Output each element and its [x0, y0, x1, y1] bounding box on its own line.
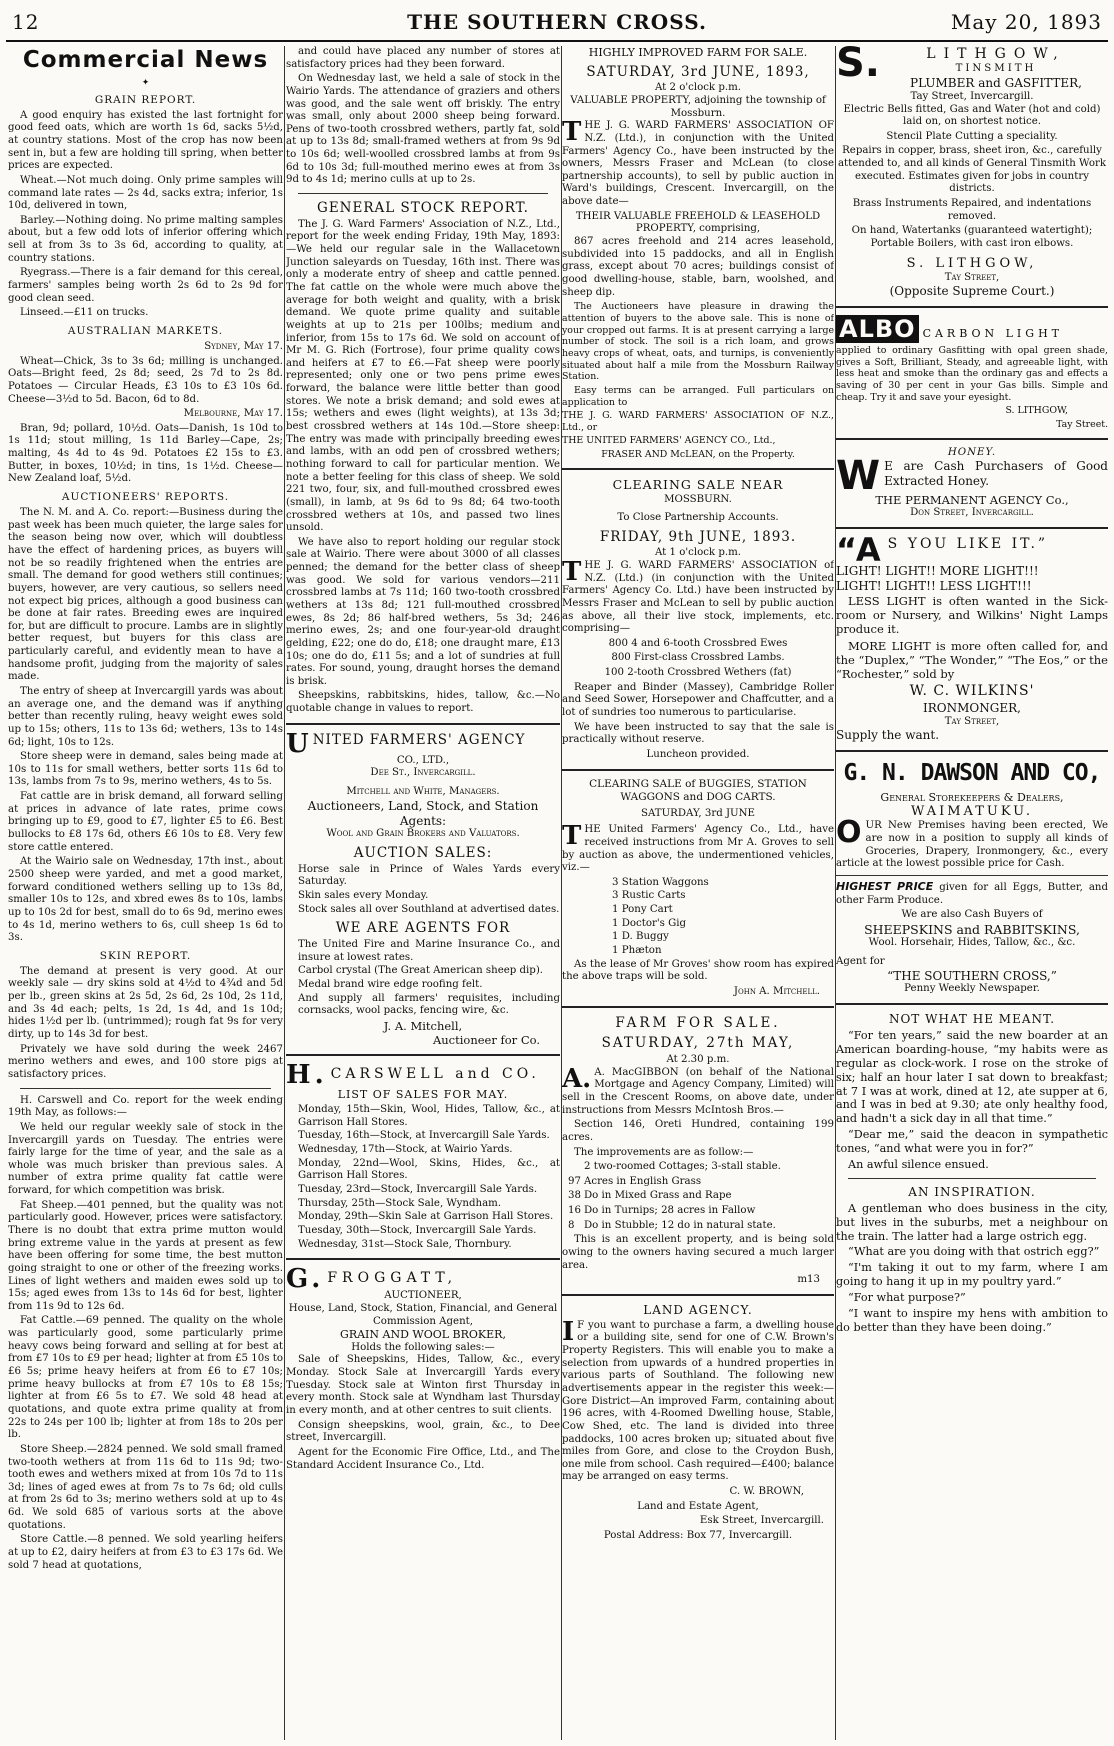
paragraph: Sale of Sheepskins, Hides, Tallow, &c., every Monday. Stock Sale at Invercargill Yards every Tuesday. Stock sale at Winton first Thursday in every month. Stock sale at Wyndham last Thursday in every month, and at other centres to suit clients.	[286, 1354, 560, 1417]
drop-cap: S.	[836, 46, 881, 86]
advert-albo-carbon-light	[836, 315, 1108, 430]
paragraph: Ryegrass.—There is a fair demand for this cereal, farmers' samples being worth 2s 6d to 2s 9d for good clean seed.	[8, 267, 283, 304]
list-item	[568, 1220, 834, 1233]
paragraph: “I want to inspire my hens with ambition to do better than they have been doing.”	[836, 1306, 1108, 1334]
list-item: 3 Station Waggons	[612, 876, 709, 888]
divider	[20, 1088, 271, 1089]
paragraph: HE J. G. WARD FARMERS' ASSOCIATION OF N.Z. (Ltd.), in conjunction with the United Farmers' Agency Co., have been instructed by the owners, Messrs Fraser and McLean (to close partnership accounts), to sell by public auction in Ward's buildings, Crescent. Invercargill, on the above date—	[562, 120, 834, 208]
signature: S. LITHGOW,	[906, 255, 1038, 271]
list-item	[568, 1176, 834, 1189]
list-item: Monday, 22nd—Wool, Skins, Hides, &c., at Garrison Hall Stores.	[298, 1157, 560, 1182]
paragraph: Sheepskins, rabbitskins, hides, tallow, &c.—No quotable change in values to report.	[286, 690, 560, 715]
paragraph: We held our regular weekly sale of stock in the Invercargill yards on Tuesday. The entries were fairly large for the time of year, and the sale as a whole was much brisker than previous sales. A number of extra prime quality fat cattle were forward, for which competition was brisk.	[8, 1121, 283, 1197]
paragraph: given for all Eggs, Butter, and other Farm Produce.	[836, 881, 1108, 906]
advert-subtitle: CO., LTD.,	[396, 754, 450, 766]
divider	[836, 750, 1108, 752]
skins-line: SHEEPSKINS and RABBITSKINS,	[864, 921, 1080, 937]
paragraph: Consign sheepskins, wool, grain, &c., to Dee street, Invercargill.	[286, 1419, 560, 1444]
drop-cap: H.	[286, 1060, 328, 1091]
column-sales-adverts	[562, 46, 834, 1740]
story-not-what-he-meant	[836, 1012, 1108, 1172]
list-item: Wednesday, 31st—Stock Sale, Thornbury.	[298, 1238, 512, 1250]
service-line: Repairs in copper, brass, sheet iron, &c., carefully attended to, and all kinds of General Tinsmith Work executed. Estimates given for jobs in country districts.	[837, 145, 1107, 195]
paragraph: Linseed.—£11 on trucks.	[20, 307, 149, 319]
list-item: And supply all farmers' requisites, including cornsacks, wool packs, fencing wire, &c.	[298, 992, 560, 1017]
list-item: 1 Phæton	[612, 944, 662, 956]
drop-cap: W	[836, 453, 881, 500]
buyers-line: We are also Cash Buyers of	[901, 909, 1043, 921]
merchant-name: W. C. WILKINS'	[909, 683, 1035, 700]
paragraph: Reaper and Binder (Massey), Cambridge Roller and Seed Sower, Horsepower and Chaffcutter, and a lot of sundries too numerous to particularise.	[562, 681, 834, 718]
advert-carswell	[286, 1060, 560, 1251]
drop-cap: A.	[562, 1063, 592, 1094]
list-item	[568, 1205, 834, 1218]
paragraph: The J. G. Ward Farmers' Association of N.Z., Ltd., report for the week ending Friday, 19th May, 1893:—We held our regular sale in the Wallacetown Junction saleyards on Tuesday, 16th inst. There was only a moderate entry of sheep and cattle penned. The fat cattle on the whole were much above the average for both weight and quality, with a brisk demand. We quote prime quality and suitable weights at up to 21s per 100lbs; medium and inferior, from 15s to 17s 6d. We sold on account of Mr M. G. Rich (Fortrose), four prime quality cows and heifers at £7 to £6.—Fat sheep were poorly represented; only one or two pens prime ewes forward, the balance were little better than good stores. We note a brisk demand; and sold ewes at 15s; wethers and ewes (light weights), at 13s 3d; best crossbred wethers at 14s 10d.—Store sheep: The entry was made with principally breeding ewes and lambs, with an odd pen of crossbred wethers; nothing forward to call for particular mention. We note a better feeling for this class of sheep. We sold 221 two, four, six, and full-mouthed crossbred ewes (small), in lamb, at 9s 6d to 9s 8d; 64 two-tooth crossbred wethers at 10s, and passed two lines unsold.	[286, 218, 560, 534]
paragraph: The entry of sheep at Invercargill yards was about an average one, and the demand was if anything better than recently ruling, heavy weight ewes sold up to 15s; others, 11s to 13s 6d; wethers, 13s to 14s 6d; light, 10s to 12s.	[8, 685, 283, 748]
newspaper-title: THE SOUTHERN CROSS.	[407, 10, 707, 34]
list-item: The United Fire and Marine Insurance Co., and insure at lowest rates.	[298, 939, 560, 963]
signature-title: Tay Street.	[1056, 418, 1108, 430]
trade: PLUMBER and GASFITTER,	[910, 76, 1082, 90]
albo-logo: ALBO	[836, 315, 919, 343]
list-item: Wednesday, 17th—Stock, at Wairio Yards.	[298, 1144, 513, 1156]
paragraph: applied to ordinary Gasfitting with opal green shade, gives a Soft, Brilliant, Steady, and agreeable light, with less heat and smoke than the ordinary gas and effects a saving of 30 per cent in your Gas bills. Simple and cheap. Try it and save your eyesight.	[836, 344, 1108, 403]
service-line: On hand, Watertanks (guaranteed watertight); Portable Boilers, with cast iron elbows.	[851, 225, 1093, 249]
paragraph: HE J. G. WARD FARMERS' ASSOCIATION of N.Z. (Ltd.) (in conjunction with the United Farmers' Agency Co. Ltd.) have been instructed by Messrs Fraser and McLean to sell by public auction as above, all their live stock, implements, etc. comprising—	[562, 559, 834, 635]
agents-title: WE ARE AGENTS FOR	[335, 920, 511, 937]
sale-time: At 1 o'clock p.m.	[654, 547, 742, 559]
advert-improved-farm	[562, 46, 834, 461]
skin-report-title: SKIN REPORT.	[99, 949, 192, 962]
list-item: 1 D. Buggy	[612, 931, 669, 943]
list-item: Tuesday, 16th—Stock, at Invercargill Sale Yards.	[298, 1130, 550, 1142]
list-item: Stock sales all over Southland at advertised dates.	[298, 903, 560, 915]
address: Don Street, Invercargill.	[910, 507, 1034, 519]
advert-subtitle: LIST OF SALES FOR MAY.	[337, 1087, 509, 1101]
grain-report-title: GRAIN REPORT.	[94, 93, 197, 106]
divider	[836, 1003, 1108, 1005]
paragraph: E are Cash Purchasers of Good Extracted Honey.	[884, 459, 1108, 489]
paragraph: On Wednesday last, we held a sale of stock in the Wairio Yards. The attendance of graziers and others was good, and the sale went off briskly. The entry was small, only about 2000 sheep being forward. Pens of two-tooth crossbred wethers, partly fat, sold at up to 13s 8d; small-framed wethers at from 9s 9d to 10s 6d; well-woolled crossbred lambs at from 9s 6d to 10s 3d; full-mouthed merino ewes at from 3s 9d to 4s 1d; merino culls at up to 2s.	[286, 73, 560, 186]
paragraph: As the lease of Mr Groves' show room has expired the above traps will be sold.	[562, 958, 834, 983]
australian-markets-title: AUSTRALIAN MARKETS.	[67, 324, 224, 337]
paragraph: F you want to purchase a farm, a dwelling house or a building site, send for one of C.W. Brown's Property Registers. This will enable you to make a selection from upwards of a hundred properties in various parts of Southland. The following new advertisements appear in the register this week:—Gore District—An improved Farm, containing about 196 acres, with 4-Roomed Dwelling house, Stable, Cow Shed, etc. The land is divided into three paddocks, 100 acres broken up; situated about five miles from Gore, and close to the Croydon Bush, one mile from school. Cash required—£400; balance may be arranged on easy terms.	[562, 1319, 834, 1483]
holds-sales: Holds the following sales:—	[351, 1341, 495, 1353]
drop-cap: G.	[286, 1264, 325, 1295]
advert-subtitle: AUCTIONEER,	[384, 1290, 462, 1302]
address: Esk Street, Invercargill.	[699, 1515, 824, 1527]
advert-title: HIGHLY IMPROVED FARM FOR SALE.	[588, 46, 808, 59]
list-item: 3 Rustic Carts	[612, 890, 686, 902]
signature: S. LITHGOW,	[1005, 405, 1068, 417]
list-item	[568, 1161, 834, 1174]
list-item: 800 4 and 6-tooth Crossbred Ewes	[608, 637, 788, 649]
paragraph: Barley.—Nothing doing. No prime malting samples about, but a few odd lots of inferior offering which sell at from 3s to 3s 6d, according to quality, at country stations.	[8, 214, 283, 264]
drop-cap: T	[562, 821, 582, 852]
advert-wilkins	[836, 531, 1108, 743]
divider	[286, 1054, 560, 1056]
advert-title: CARSWELL and CO.	[330, 1066, 540, 1083]
trade: TINSMITH	[955, 63, 1037, 75]
divider	[836, 438, 1108, 440]
drop-cap: O	[836, 815, 862, 851]
list-item: Thursday, 25th—Stock Sale, Wyndham.	[298, 1197, 502, 1209]
wool-line: Wool. Horsehair, Hides, Tallow, &c., &c.	[868, 937, 1076, 949]
list-item: Tuesday, 30th—Stock, Invercargill Sale Yards.	[298, 1224, 537, 1236]
drop-cap: T	[562, 117, 582, 148]
auction-sales-title: AUCTION SALES:	[353, 845, 493, 862]
service-line: Stencil Plate Cutting a speciality.	[886, 130, 1058, 142]
paragraph: “For ten years,” said the new boarder at an American boarding-house, “my habits were as regular as clock-work. I rose on the stroke of six; half an hour later I sat down to breakfast; at 7 I was at work, dined at 12, ate supper at 6, and I was in bed at 9.30; ate only healthy food, and hadn't a sick day in all that time.”	[836, 1028, 1108, 1126]
address: Tay Street, Invercargill.	[910, 90, 1034, 102]
sale-time: At 2.30 p.m.	[666, 1054, 730, 1066]
contact: THE J. G. WARD FARMERS' ASSOCIATION OF N.Z., Ltd., or	[562, 410, 834, 433]
advert-united-farmers-agency	[286, 728, 560, 1048]
paragraph: Store Sheep.—2824 penned. We sold small framed two-tooth wethers at from 11s 6d to 11s 9d; two-tooth ewes and wethers mixed at from 10s 7d to 11s 3d; lines of aged ewes at from 7s to 7s 6d; old culls at from 2s 6d to 3s; merino wethers sold at up to 4s 6d. We sold 685 of various sorts at the above quotations.	[8, 1443, 283, 1531]
slogan: LIGHT! LIGHT!! LESS LIGHT!!!	[836, 578, 1032, 593]
divider	[562, 1294, 834, 1296]
paragraph: H. Carswell and Co. report for the week ending 19th May, as follows:—	[8, 1094, 283, 1119]
column-rule	[284, 46, 285, 1740]
story-an-inspiration	[836, 1185, 1108, 1335]
advert-farm-for-sale	[562, 1015, 834, 1287]
paragraph: Bran, 9d; pollard, 10½d. Oats—Danish, 1s 10d to 1s 11d; stout milling, 1s 11d Barley—Cape, 2s; malting, 4s 4d to 4s 9d. Potatoes £2 15s to £3. Butter, in boxes, 10½d; in tins, 1s 1½d. Cheese—New Zealand loaf, 5½d.	[8, 422, 283, 485]
page-number: 12	[12, 10, 40, 34]
advert-title: CLEARING SALE of BUGGIES, STATION WAGGONS and DOG CARTS.	[589, 777, 807, 803]
section-heading: Commercial News	[22, 47, 269, 73]
paragraph: At the Wairio sale on Wednesday, 17th inst., about 2500 sheep were yarded, and met a good market, forward conditioned wethers selling up to 13s 8d, smaller 10s to 12s, and xbred ewes 8s to 10s, lambs up to 10s 2d for best, small do to 6s 9d, merino ewes to 4s 1d, merino wethers to 6s, cull sheep 1s 6d to 3s.	[8, 856, 283, 944]
advert-title: LITHGOW,	[926, 46, 1066, 62]
postal-address: Postal Address: Box 77, Invercargill.	[603, 1530, 793, 1542]
paragraph: Fat cattle are in brisk demand, all forward selling at prices in advance of late rates, prime cows bringing up to £9, good to £7, lighter £5 to £6. Best bullocks to £8 17s 6d, others £6 10s to £8. Very few store cattle entered.	[8, 791, 283, 853]
paragraph: 867 acres freehold and 214 acres leasehold, subdivided into 15 paddocks, and all in English grass, except about 70 acres; buildings consist of good dwelling-house, stable, barn, woolshed, and sheep dip.	[562, 236, 834, 298]
divider	[562, 1006, 834, 1008]
item-count: 8	[568, 1219, 575, 1231]
paragraph: An awful silence ensued.	[848, 1157, 989, 1171]
list-item: Monday, 15th—Skin, Wool, Hides, Tallow, &c., at Garrison Hall Stores.	[298, 1104, 560, 1128]
business-desc: Auctioneers, Land, Stock, and Station Agents:	[307, 798, 539, 828]
sale-time: At 2 o'clock p.m.	[654, 82, 742, 94]
advert-subtitle: To Close Partnership Accounts.	[617, 511, 779, 523]
sale-date: SATURDAY, 3rd JUNE	[641, 807, 755, 819]
signature: J. A. Mitchell,	[383, 1018, 463, 1033]
divider	[562, 769, 834, 771]
paragraph: and could have placed any number of stores at satisfactory prices had they been forward.	[286, 46, 560, 70]
advert-dawson	[836, 759, 1108, 996]
paragraph: A gentleman who does business in the city, but lives in the suburbs, met a neighbour on the train. The latter had a large ostrich egg.	[836, 1201, 1108, 1243]
company: THE PERMANENT AGENCY Co.,	[875, 493, 1069, 508]
advert-buggies	[562, 778, 834, 999]
address: Tay Street,	[944, 715, 1000, 727]
paragraph: HE United Farmers' Agency Co., Ltd., have received instructions from Mr A. Groves to sell by auction as above, the undermentioned vehicles, viz.—	[562, 824, 834, 874]
advert-address: Dee St., Invercargill.	[370, 767, 476, 779]
paragraph: The Auctioneers have pleasure in drawing the attention of buyers to the above sale. This is none of your cropped out farms. It is at present carrying a large number of stock. The soil is a rich loam, and grows heavy crops of wheat, oats, and turnips, is conveniently situated about half a mile from the Mossburn Railway Station.	[562, 301, 834, 383]
highest-price: HIGHEST PRICE	[836, 879, 934, 893]
paragraph: Privately we have sold during the week 2467 merino wethers and ewes, and 100 store pigs at satisfactory prices.	[8, 1043, 283, 1080]
paragraph: A good enquiry has existed the last fortnight for good feed oats, which are worth 1s 6d, sacks 5½d, at country stations. Most of the crop has now been sent in, but a few are holding till spring, when better prices are expected.	[8, 109, 283, 172]
advert-froggatt	[286, 1264, 560, 1472]
masthead	[6, 6, 1108, 42]
signature: John A. Mitchell.	[733, 985, 820, 997]
trade: IRONMONGER,	[923, 700, 1021, 715]
list-item: 800 First-class Crossbred Lambs.	[611, 652, 785, 664]
column-commercial-news	[8, 46, 283, 1740]
paragraph: MORE LIGHT is more often called for, and the “Duplex,” “The Wonder,” “The Eos,” or the “Rochester,” sold by	[836, 638, 1108, 682]
place: WAIMATUKU.	[911, 804, 1033, 820]
paragraph: Fat Cattle.—69 penned. The quality on the whole was particularly good, some particularly prime heavy cows being forward and selling at for best at from £7 10s to £9 per head; lighter at from £5 10s to £6 5s; prime heavy heifers at from £6 to £7 10s; prime heavy bullocks at from £7 10s to £8 15s; lighter at from £6 5s to £7. We sold 48 head at quotations, and quote extra prime quality at from 22s to 24s per 100 lb; lighter at from 18s to 20s per lb.	[8, 1315, 283, 1441]
item-text: Do in Stubble; 12 do in natural state.	[584, 1219, 776, 1231]
drop-cap: I	[562, 1316, 575, 1347]
divider	[848, 1178, 1096, 1179]
list-item: Medal brand wire edge roofing felt.	[298, 979, 483, 991]
item-text: Acres in English Grass	[584, 1175, 702, 1187]
brokers: Wool and Grain Brokers and Valuators.	[326, 828, 520, 840]
advert-title: HONEY.	[947, 446, 997, 458]
sale-date: FRIDAY, 9th JUNE, 1893.	[599, 528, 797, 545]
paragraph: Store Cattle.—8 penned. We sold yearling heifers at up to £2, dairy heifers at from £3 to £3 17s 6d. We sold 7 head at quotations,	[8, 1534, 283, 1571]
advert-honey	[836, 447, 1108, 521]
tagline: Supply the want.	[836, 728, 940, 743]
list-item: Horse sale in Prince of Wales Yards every Saturday.	[298, 863, 560, 888]
paragraph: Section 146, Oreti Hundred, containing 199 acres.	[562, 1119, 834, 1143]
advert-clearing-sale-mossburn	[562, 477, 834, 762]
list-item: 1 Pony Cart	[612, 904, 673, 916]
advert-title: FARM FOR SALE.	[615, 1014, 781, 1031]
service-line: Electric Bells fitted, Gas and Water (hot and cold) laid on, on shortest notice.	[843, 103, 1101, 128]
signature-title: Auctioneer for Co.	[432, 1033, 540, 1048]
paragraph: “What are you doing with that ostrich egg?”	[848, 1245, 1100, 1259]
story-title: NOT WHAT HE MEANT.	[888, 1012, 1056, 1027]
paragraph: The N. M. and A. Co. report:—Business during the past week has been much quieter, the large sales for the season being now over, which will doubtless have the effect of hardening prices, as buyers will not be so readily frightened when the entries are small. The demand for good wethers still continues; buyers, however, are very cautious, so sellers need not expect big prices, although a good business can be done at fair rates. Breeding ewes are inquired for, but are difficult to procure. Lambs are in slightly better request, but buyers for this class are particularly careful, and evidently mean to have a handsome profit, judging from the majority of sales made.	[8, 507, 283, 683]
paragraph: “For what purpose?”	[848, 1291, 966, 1305]
advert-code: m13	[797, 1274, 820, 1286]
list-item: Monday, 29th—Skin Sale at Garrison Hall Stores.	[298, 1211, 554, 1223]
signature: C. W. BROWN,	[729, 1486, 804, 1498]
agent-for: Agent for	[836, 955, 885, 967]
paper-name: “THE SOUTHERN CROSS,”	[887, 968, 1057, 983]
general-stock-report-title: GENERAL STOCK REPORT.	[317, 200, 529, 217]
divider	[836, 306, 1108, 308]
divider	[836, 527, 1108, 529]
advert-land-agency	[562, 1303, 834, 1543]
divider	[298, 193, 548, 194]
paragraph: A. MacGIBBON (on behalf of the National Mortgage and Agency Company, Limited) will sell in the Crescent Rooms, on above date, under instructions from Messrs McIntosh Bros.—	[562, 1066, 834, 1116]
paragraph: “Dear me,” said the deacon in sympathetic tones, “and what were you in for?”	[836, 1128, 1108, 1156]
item-count: 16	[568, 1205, 581, 1217]
business-desc: House, Land, Stock, Station, Financial, and General Commission Agent,	[288, 1302, 558, 1327]
paragraph: Wheat.—Not much doing. Only prime samples will command late rates — 2s 4d, sacks extra; inferior, 1s 10d, delivered in town,	[8, 174, 283, 212]
advert-title: LAND AGENCY.	[643, 1302, 753, 1317]
list-item: Skin sales every Monday.	[298, 890, 429, 902]
column-trade-adverts	[836, 46, 1108, 1740]
advert-lithgow	[836, 46, 1108, 299]
paragraph: The improvements are as follow:—	[574, 1146, 754, 1158]
story-title: AN INSPIRATION.	[908, 1184, 1036, 1199]
advert-title: NITED FARMERS' AGENCY	[312, 731, 526, 748]
paragraph: UR New Premises having been erected, We are now in a position to supply all kinds of Groceries, Drapery, Ironmongery, &c., every article at the lowest possible price for Cash.	[836, 820, 1108, 870]
divider	[562, 468, 834, 470]
sale-date: SATURDAY, 3rd JUNE, 1893,	[586, 63, 810, 80]
slogan: LIGHT! LIGHT!! MORE LIGHT!!!	[836, 564, 1039, 579]
paragraph: Store sheep were in demand, sales being made at 10s to 11s for small wethers, better sorts 11s 6d to 13s, lambs from 7s to 9s, merino wethers, 4s to 5s.	[8, 751, 283, 788]
drop-cap: “A	[836, 531, 884, 570]
address: (Opposite Supreme Court.)	[889, 284, 1055, 299]
service-line: Brass Instruments Repaired, and indentations removed.	[852, 198, 1092, 222]
issue-date: May 20, 1893	[950, 10, 1102, 34]
advert-title: CLEARING SALE NEAR	[612, 476, 784, 492]
dateline: Sydney, May 17.	[204, 340, 283, 352]
advert-title: G. N. DAWSON AND CO,	[843, 760, 1101, 787]
divider	[286, 723, 560, 725]
advert-title: CARBON LIGHT	[922, 327, 1063, 341]
column-stock-reports	[286, 46, 560, 1740]
property-desc: VALUABLE PROPERTY, adjoining the township of Mossburn.	[570, 95, 826, 119]
property-heading: THEIR VALUABLE FREEHOLD & LEASEHOLD PROPERTY, comprising,	[575, 210, 821, 235]
paragraph: This is an excellent property, and is being sold owing to the owners having secured a much larger area.	[562, 1234, 834, 1271]
list-item: 1 Doctor's Gig	[612, 917, 687, 929]
list-item: Carbol crystal (The Great American sheep dip).	[298, 965, 544, 977]
item-text: Do in Turnips; 28 acres in Fallow	[584, 1205, 756, 1217]
paragraph: Luncheon provided.	[646, 748, 750, 760]
contact: FRASER AND McLEAN, on the Property.	[601, 449, 795, 461]
sale-date: SATURDAY, 27th MAY,	[601, 1035, 795, 1052]
drop-cap: T	[562, 556, 582, 587]
ornament-icon: ✦	[141, 77, 150, 88]
paragraph: LESS LIGHT is often wanted in the Sick-room or Nursery, and Wilkins' Night Lamps produce it.	[836, 593, 1108, 637]
divider	[286, 1258, 560, 1260]
list-item: 100 2-tooth Crossbred Wethers (fat)	[604, 667, 792, 679]
contact: THE UNITED FARMERS' AGENCY CO., Ltd.,	[562, 435, 776, 447]
item-count: 38	[568, 1190, 581, 1202]
item-text: 2 two-roomed Cottages; 3-stall stable.	[584, 1161, 781, 1173]
advert-title: FROGGATT,	[327, 1270, 458, 1287]
advert-title: S YOU LIKE IT.”	[887, 536, 1049, 553]
drop-cap: U	[286, 728, 310, 759]
paragraph: The demand at present is very good. At our weekly sale — dry skins sold at 4½d to 4¾d and 5d per lb., green skins at 2s 5d, 2s 6d, 2s 10d, 2s 11d, and 3s 4d each; pelts, 1s 2d, 1s 4d, and 1s 10d; hides 1½d per lb. (untrimmed); rough fat 9s for very dirty, up to 14s 3d for best.	[8, 965, 283, 1041]
item-count: 97	[568, 1175, 581, 1187]
managers: Mitchell and White, Managers.	[346, 786, 500, 798]
item-text: Do in Mixed Grass and Rape	[584, 1190, 732, 1202]
paper-desc: Penny Weekly Newspaper.	[904, 983, 1040, 995]
paragraph: We have also to report holding our regular stock sale at Wairio. There were about 3000 of all classes penned; the demand for the better class of sheep was good. We sold for various vendors—211 crossbred lambs at 7s 11d; 160 two-tooth crossbred wethers at 13s 8d; 121 full-mouthed crossbred ewes, 8s 2d; 86 half-bred wethers, 5s 3d; 246 merino ewes, 2s; and one four-year-old draught gelding, £22; one do do, £18; one draught mare, £13 10s; one do do, £11 5s; and a lot of sundries at full rates. For sound, young, draught horses the demand is brisk.	[286, 536, 560, 687]
dateline: Melbourne, May 17.	[183, 408, 283, 420]
advert-title: MOSSBURN.	[664, 494, 732, 506]
paragraph: Easy terms can be arranged. Full particulars on application to	[562, 384, 834, 408]
paragraph: We have been instructed to say that the sale is practically without reserve.	[562, 721, 834, 746]
grain-wool-broker: GRAIN AND WOOL BROKER,	[340, 1328, 506, 1342]
paragraph: Wheat—Chick, 3s to 3s 6d; milling is unchanged. Oats—Bright feed, 2s 8d; seed, 2s 7d to 2s 8d. Potatoes — Circular Heads, £3 10s to £3 10s 6d. Cheese—3½d to 5d. Bacon, 6d to 8d.	[8, 355, 283, 405]
advert-subtitle: General Storekeepers & Dealers,	[880, 790, 1064, 804]
list-item	[568, 1190, 834, 1203]
paragraph: Agent for the Economic Fire Office, Ltd., and The Standard Accident Insurance Co., Ltd.	[286, 1446, 560, 1471]
auctioneers-reports-title: AUCTIONEERS' REPORTS.	[61, 491, 230, 503]
paragraph: “I'm taking it out to my farm, where I am going to hang it up in my poultry yard.”	[836, 1261, 1108, 1289]
paragraph: Fat Sheep.—401 penned, but the quality was not particularly good. However, prices were satisfactory. There is no doubt that extra prime mutton would bring extreme value in the yards at present as few have been offering for some time, the best mutton going straight to one or other of the freezing works. Lines of light wethers and maiden ewes sold up to 15s; aged ewes from 13s to 14s 6d for best, lighter from 11s 9d to 12s 6d.	[8, 1199, 283, 1312]
list-item: Tuesday, 23rd—Stock, Invercargill Sale Yards.	[298, 1184, 538, 1195]
signature-title: Land and Estate Agent,	[637, 1500, 759, 1512]
address: Tay Street,	[944, 271, 1000, 283]
